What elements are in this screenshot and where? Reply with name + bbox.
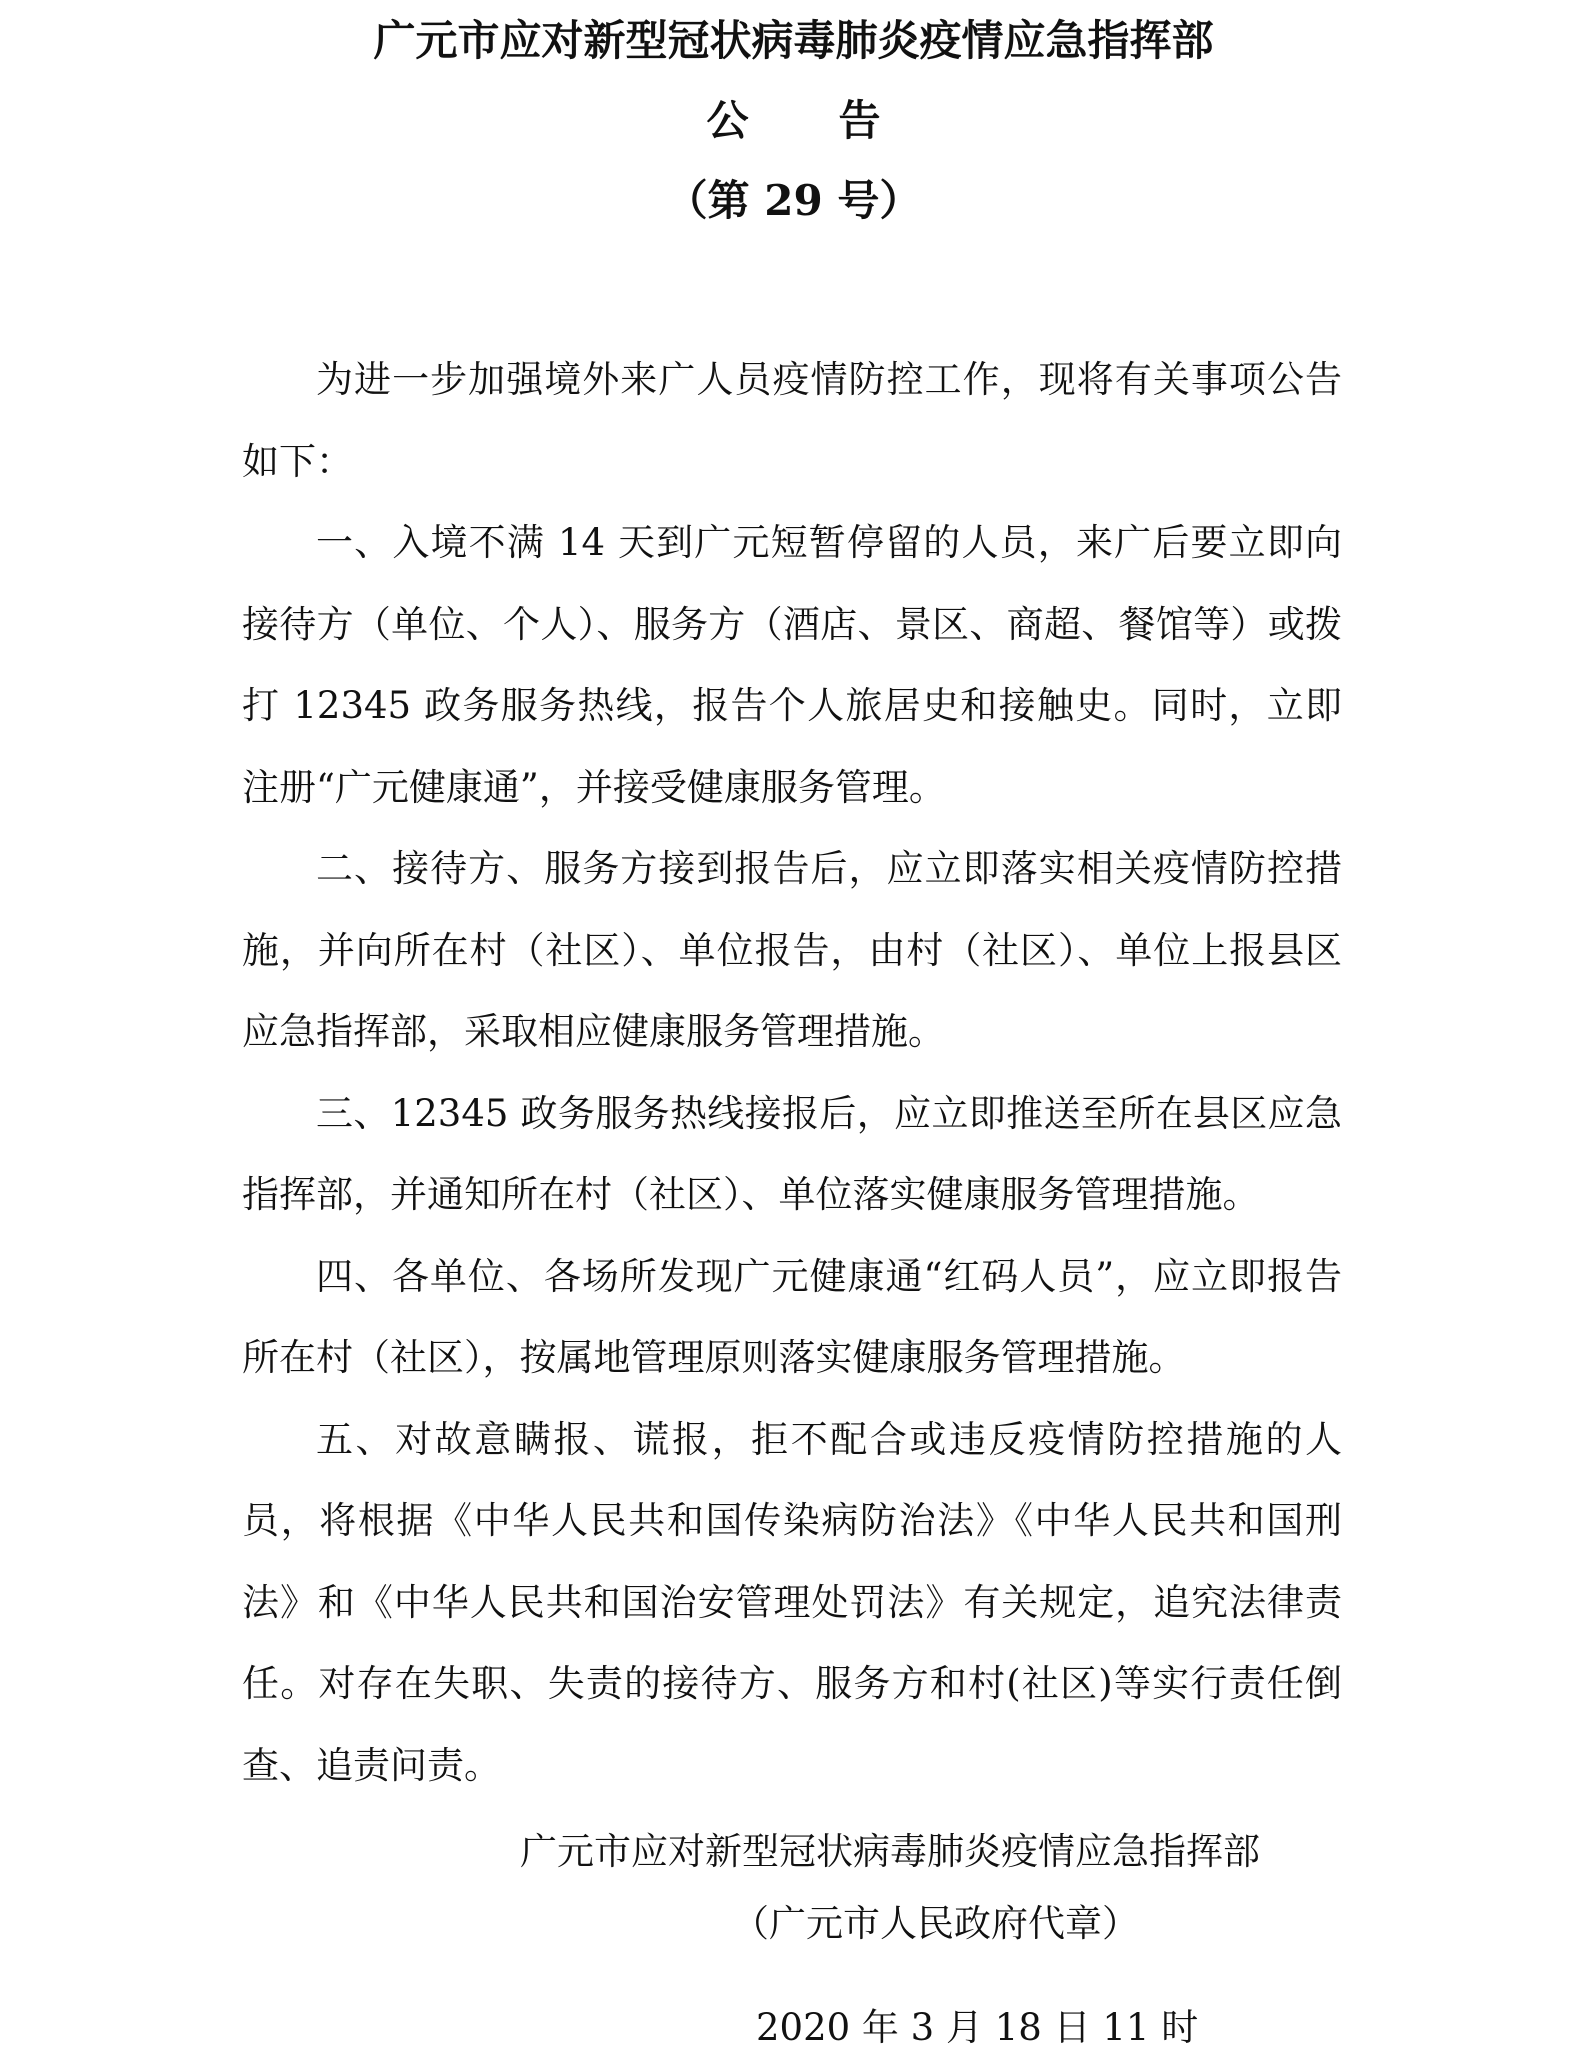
signature-org: 广元市应对新型冠状病毒肺炎疫情应急指挥部 — [520, 1830, 1260, 1873]
intro-paragraph: 为进一步加强境外来广人员疫情防控工作，现将有关事项公告如下： — [242, 358, 1342, 483]
document-title-org: 广元市应对新型冠状病毒肺炎疫情应急指挥部 — [373, 16, 1214, 65]
item-1-paragraph: 一、入境不满 14 天到广元短暂停留的人员，来广后要立即向接待方（单位、个人）、服务方（酒店、景区、商超、餐馆等）或拨打 12345 政务服务热线，报告个人旅居史和接触史。同时，立即注册“广元健康通”，并接受健康服务管理。 — [242, 521, 1342, 809]
item-5-paragraph: 五、对故意瞒报、谎报，拒不配合或违反疫情防控措施的人员，将根据《中华人民共和国传染病防治法》《中华人民共和国刑法》和《中华人民共和国治安管理处罚法》有关规定，追究法律责任。对存在失职、失责的接待方、服务方和村(社区)等实行责任倒查、追责问责。 — [242, 1417, 1342, 1787]
item-3-paragraph: 三、12345 政务服务热线接报后，应立即推送至所在县区应急指挥部，并通知所在村（社区）、单位落实健康服务管理措施。 — [242, 1091, 1342, 1216]
document-title-type: 公告 — [706, 96, 971, 145]
item-4-paragraph: 四、各单位、各场所发现广元健康通“红码人员”，应立即报告所在村（社区），按属地管理原则落实健康服务管理措施。 — [242, 1254, 1342, 1379]
document-number: （第 29 号） — [665, 176, 922, 225]
signature-date: 2020 年 3 月 18 日 11 时 — [756, 2006, 1199, 2049]
item-2-paragraph: 二、接待方、服务方接到报告后，应立即落实相关疫情防控措施，并向所在村（社区）、单位报告，由村（社区）、单位上报县区应急指挥部，采取相应健康服务管理措施。 — [242, 847, 1342, 1053]
announcement-body — [242, 339, 1342, 1806]
signature-seal-note: （广元市人民政府代章） — [732, 1902, 1139, 1945]
